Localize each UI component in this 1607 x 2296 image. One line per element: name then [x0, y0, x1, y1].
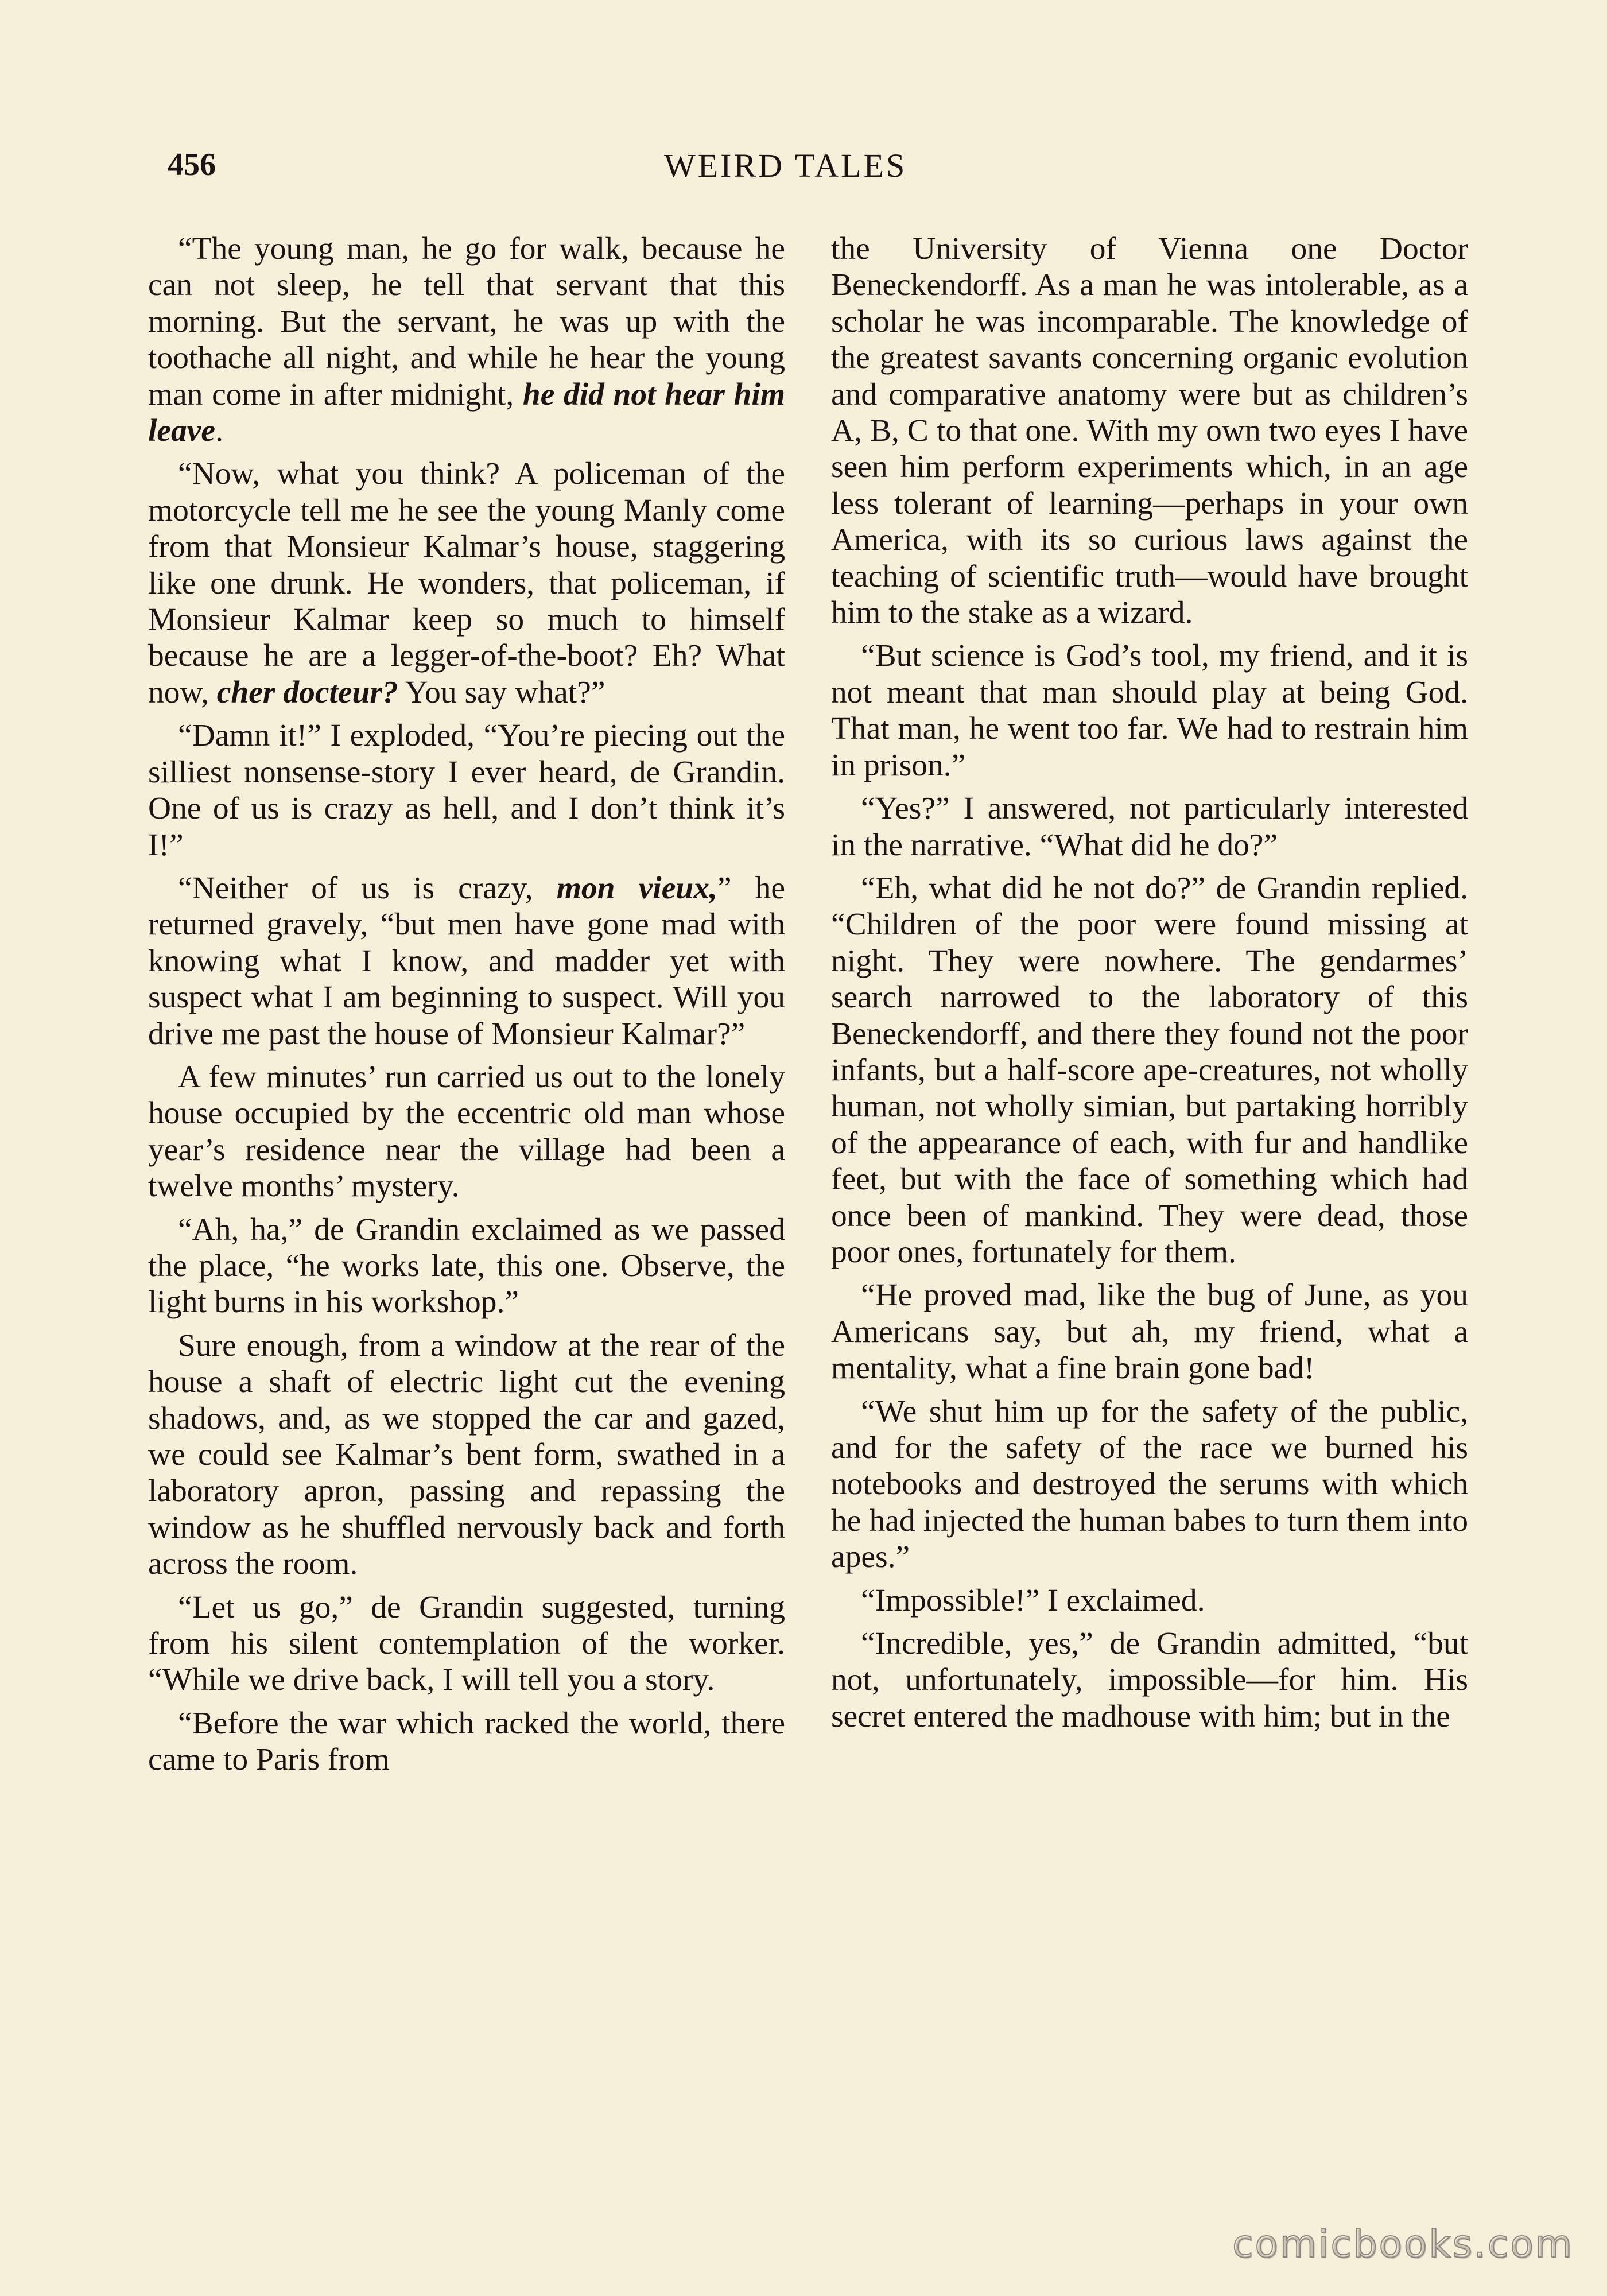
- watermark: comicbooks.com: [1232, 2222, 1574, 2266]
- paragraph: “Neither of us is crazy, mon vieux,” he returned gravely, “but men have gone mad with knowing what I know, and madder yet with suspect what I am beginning to suspect. Will you drive me past the house of Monsieur Kalmar?”: [148, 870, 785, 1052]
- paragraph: “Eh, what did he not do?” de Grandin replied. “Children of the poor were found missing at night. They were nowhere. The gendarmes’ search narrowed to the laboratory of this Beneckendorff, and there they found not the poor infants, but a half-score ape-creatures, not wholly human, not wholly simian, but partaking horribly of the appearance of each, with fur and handlike feet, but with the face of something which had once been of mankind. They were dead, those poor ones, fortunately for them.: [831, 870, 1468, 1270]
- paragraph: “Incredible, yes,” de Grandin admitted, “but not, unfortunately, impossible—for him. His secret entered the madhouse with him; but in the: [831, 1626, 1468, 1734]
- paragraph: “Let us go,” de Grandin suggested, turning from his silent contemplation of the worker. “While we drive back, I will tell you a story.: [148, 1589, 785, 1698]
- paragraph: “Before the war which racked the world, there came to Paris from: [148, 1705, 785, 1778]
- page-number: 456: [168, 147, 216, 183]
- page-header: [168, 146, 1470, 192]
- paragraph: Sure enough, from a window at the rear of the house a shaft of electric light cut the evening shadows, and, as we stopped the car and gazed, we could see Kalmar’s bent form, swathed in a laboratory apron, passing and repassing the window as he shuffled nervously back and forth across the room.: [148, 1328, 785, 1582]
- paragraph: “He proved mad, like the bug of June, as you Americans say, but ah, my friend, what a mentality, what a fine brain gone bad!: [831, 1278, 1468, 1386]
- paragraph: A few minutes’ run carried us out to the lonely house occupied by the eccentric old man whose year’s residence near the village had been a twelve months’ mystery.: [148, 1059, 785, 1204]
- left-column: [148, 231, 785, 1778]
- paragraph: “Yes?” I answered, not particularly interested in the narrative. “What did he do?”: [831, 791, 1468, 863]
- paragraph: the University of Vienna one Doctor Beneckendorff. As a man he was intolerable, as a scholar he was incomparable. The knowledge of the greatest savants concerning organic evolution and comparative anatomy were but as children’s A, B, C to that one. With my own two eyes I have seen him perform experiments which, in an age less tolerant of learning—perhaps in your own America, with its so curious laws against the teaching of scientific truth—would have brought him to the stake as a wizard.: [831, 231, 1468, 631]
- right-column: [831, 231, 1468, 1735]
- running-title: WEIRD TALES: [664, 147, 907, 184]
- paragraph: “We shut him up for the safety of the public, and for the safety of the race we burned his notebooks and destroyed the serums with which he had injected the human babes to turn them into apes.”: [831, 1394, 1468, 1575]
- paragraph: “Damn it!” I exploded, “You’re piecing out the silliest nonsense-story I ever heard, de Grandin. One of us is crazy as hell, and I don’t think it’s I!”: [148, 718, 785, 863]
- paragraph: “But science is God’s tool, my friend, and it is not meant that man should play at being God. That man, he went too far. We had to restrain him in prison.”: [831, 638, 1468, 783]
- paragraph: “Ah, ha,” de Grandin exclaimed as we passed the place, “he works late, this one. Observe, the light burns in his workshop.”: [148, 1212, 785, 1320]
- paragraph: “The young man, he go for walk, because he can not sleep, he tell that servant that this morning. But the servant, he was up with the toothache all night, and while he hear the young man come in after midnight, he did not hear him leave.: [148, 231, 785, 449]
- paragraph: “Now, what you think? A policeman of the motorcycle tell me he see the young Manly come from that Monsieur Kalmar’s house, staggering like one drunk. He wonders, that policeman, if Monsieur Kalmar keep so much to himself because he are a legger-of-the-boot? Eh? What now, cher docteur? You say what?”: [148, 456, 785, 710]
- paragraph: “Impossible!” I exclaimed.: [861, 1583, 1205, 1618]
